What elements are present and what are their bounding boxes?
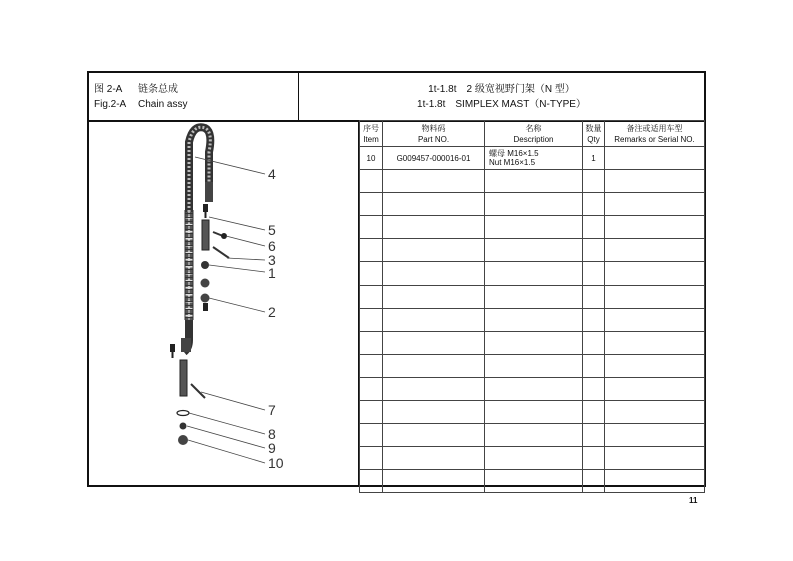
- exploded-drawing: [89, 120, 359, 485]
- cell-remarks: [605, 147, 705, 170]
- catalog-page-frame: [87, 71, 706, 487]
- figure-title-block: [89, 73, 299, 120]
- table-row: [360, 262, 705, 285]
- table-row: [360, 239, 705, 262]
- fig-cn-label: 图 2-A: [94, 84, 123, 95]
- table-row: [360, 354, 705, 377]
- table-row: [360, 285, 705, 308]
- callout-1: 1: [268, 265, 276, 281]
- callout-4: 4: [268, 166, 276, 182]
- callout-6: 6: [268, 238, 276, 254]
- callout-3: 3: [268, 252, 276, 268]
- fig-cn-title: 链条总成: [138, 84, 178, 95]
- header: [89, 73, 704, 122]
- callout-7: 7: [268, 402, 276, 418]
- leader-lines: [187, 157, 265, 463]
- table-row: [360, 331, 705, 354]
- table-row: [360, 401, 705, 424]
- table-row: [360, 170, 705, 193]
- fig-en-title: Chain assy: [138, 99, 188, 110]
- callout-9: 9: [268, 440, 276, 456]
- table-row: [360, 424, 705, 447]
- chain-assembly-drawing: [89, 120, 357, 485]
- table-row: [360, 447, 705, 470]
- cell-item: 10: [360, 147, 383, 170]
- callout-5: 5: [268, 222, 276, 238]
- model-en-capacity: 1t-1.8t: [417, 99, 446, 110]
- table-row: [360, 470, 705, 493]
- table-header-row: [360, 121, 705, 147]
- header-description: 名称 Description: [485, 121, 583, 147]
- callout-10: 10: [268, 455, 284, 471]
- model-cn-capacity: 1t-1.8t: [428, 84, 457, 95]
- table-row: [360, 216, 705, 239]
- table-row: [360, 377, 705, 400]
- header-part-no: 物料码 Part NO.: [383, 121, 485, 147]
- cell-description: 螺母 M16×1.5 Nut M16×1.5: [485, 147, 583, 170]
- page-number: 11: [689, 496, 698, 505]
- model-cn-description: 2 级宽视野门架（N 型）: [466, 84, 575, 95]
- header-item: 序号 Item: [360, 121, 383, 147]
- callout-2: 2: [268, 304, 276, 320]
- header-remarks: 备注或适用车型 Remarks or Serial NO.: [605, 121, 705, 147]
- header-qty: 数量 Qty: [583, 121, 605, 147]
- fig-en-label: Fig.2-A: [94, 99, 127, 110]
- table-row: [360, 308, 705, 331]
- table-row: [360, 193, 705, 216]
- table-row: [360, 147, 705, 170]
- callout-8: 8: [268, 426, 276, 442]
- model-en-description: SIMPLEX MAST（N-TYPE）: [455, 99, 586, 110]
- parts-table: [359, 120, 705, 493]
- cell-qty: 1: [583, 147, 605, 170]
- cell-part-no: G009457-000016-01: [383, 147, 485, 170]
